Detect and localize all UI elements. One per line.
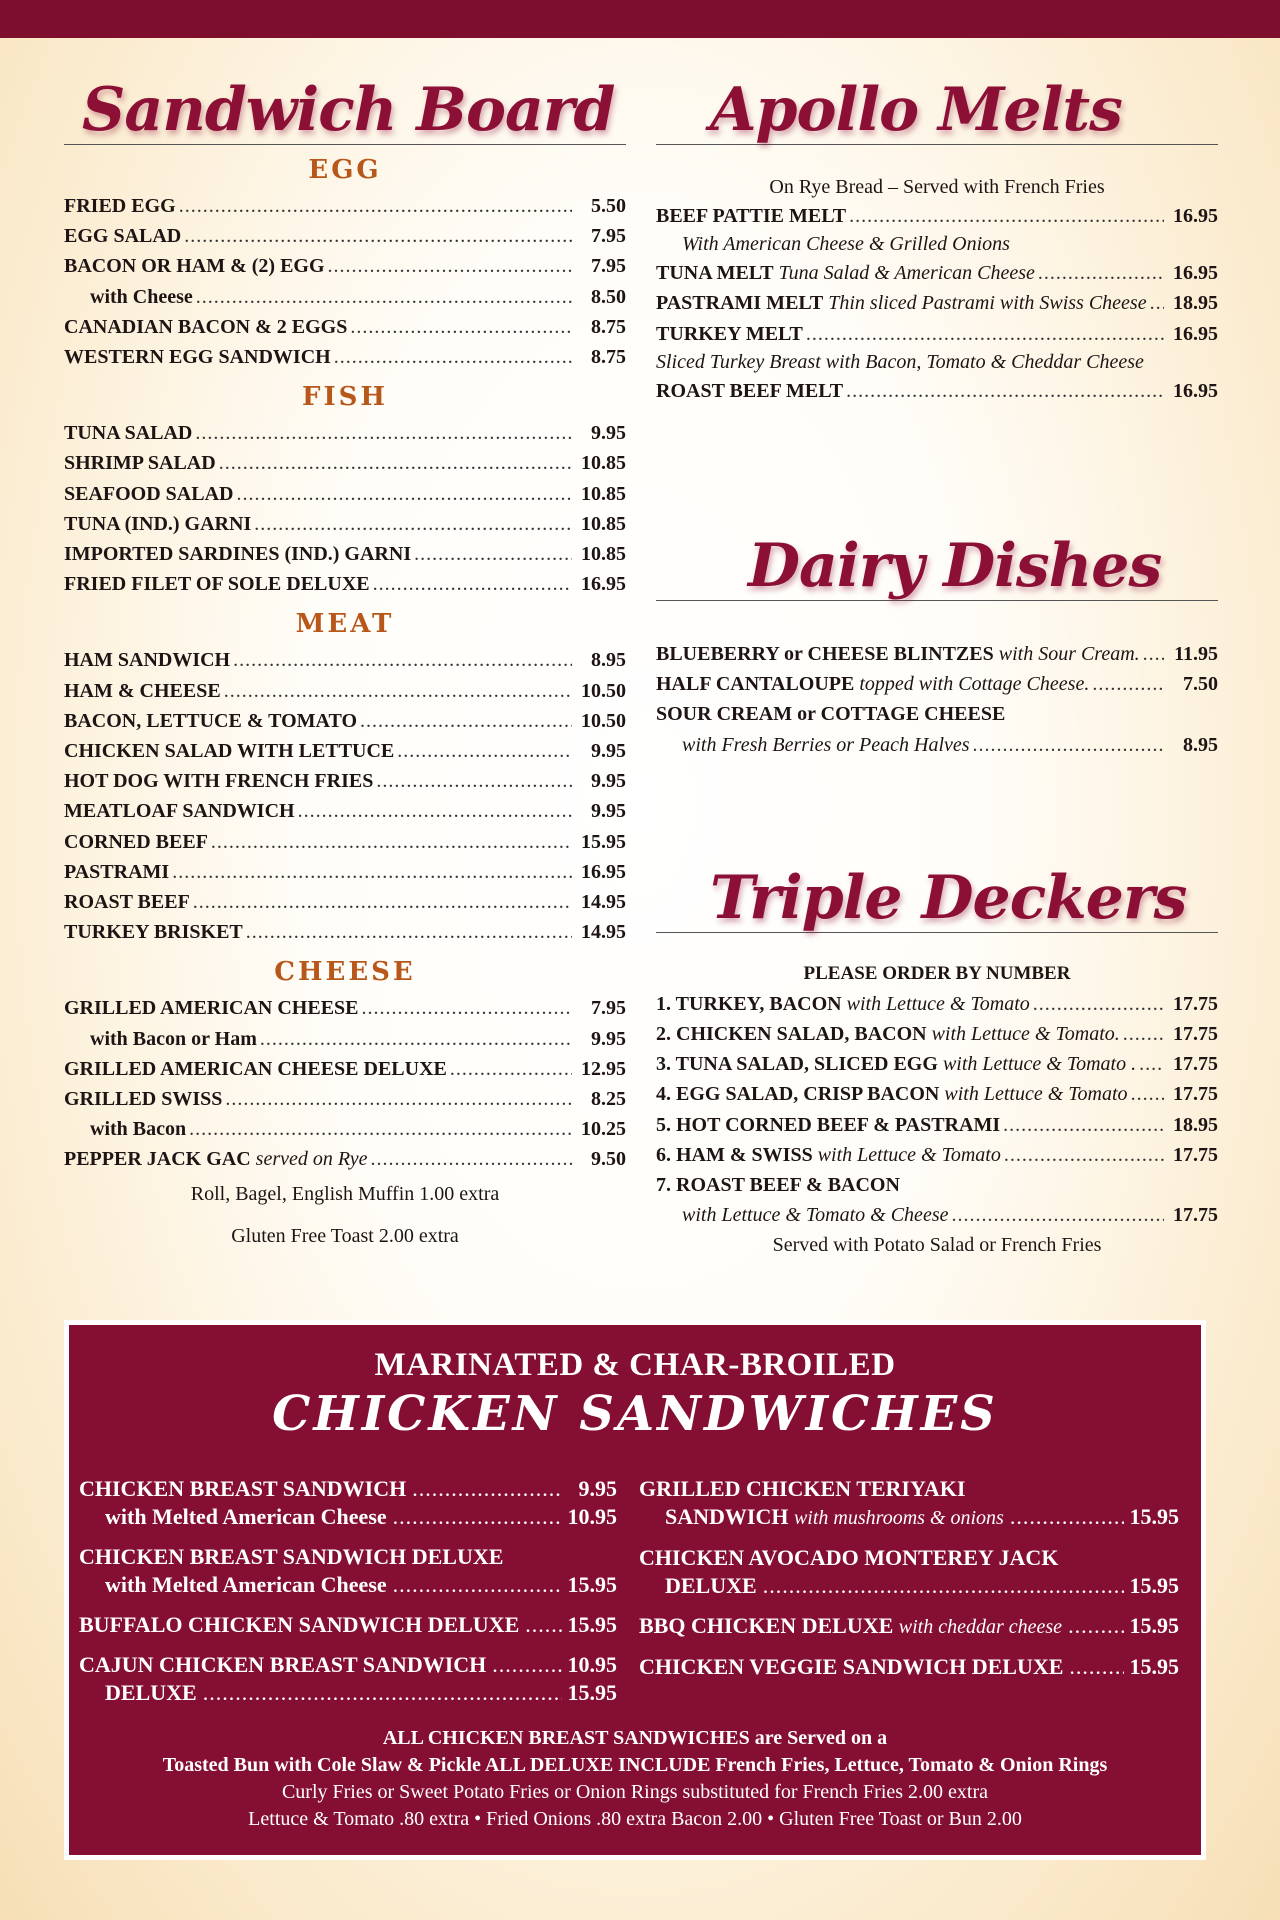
item-price: 7.95 [591,225,626,248]
item-price: 17.75 [1173,1053,1218,1076]
menu-item [656,1049,1218,1079]
item-name: CORNED BEEF [64,830,208,853]
leader-dots [1069,1653,1123,1681]
chicken-item [79,1475,617,1531]
item-name: DELUXE [105,1680,197,1705]
item-name: HAM & CHEESE [64,679,221,702]
cheese-list [64,993,626,1174]
item-description: served on Rye [255,1148,368,1171]
chicken-footer-line4: Lettuce & Tomato .80 extra • Fried Onions .80 extra Bacon 2.00 • Gluten Free Toast or Bun 2.00 [248,1808,1022,1830]
item-price: 8.25 [591,1088,626,1111]
leader-dots [298,796,572,826]
menu-item [64,827,626,857]
chicken-title-line1: MARINATED & CHAR-BROILED [374,1347,896,1383]
item-price: 17.75 [1173,992,1218,1015]
item-line [79,1611,617,1639]
item-price: 15.95 [1129,1504,1179,1529]
item-price: 17.75 [1173,1023,1218,1046]
leader-dots [224,676,572,706]
leader-dots [376,766,572,796]
item-price: 7.95 [591,997,626,1020]
leader-dots [1003,1110,1164,1140]
top-banner-bar [0,0,1280,38]
menu-item [656,1079,1218,1109]
chicken-item [639,1544,1179,1600]
item-price: 17.75 [1173,1204,1218,1227]
leader-dots [525,1611,561,1639]
item-line [79,1475,617,1503]
meat-list [64,645,626,947]
item-name: BACON OR HAM & (2) EGG [64,255,325,278]
item-price: 10.85 [581,452,626,475]
item-name: CHICKEN BREAST SANDWICH [79,1476,407,1501]
item-name: DELUXE [665,1573,757,1598]
leader-dots [393,1503,562,1531]
item-name: SANDWICH [665,1504,789,1529]
item-line [639,1503,1179,1532]
menu-item [656,1200,1218,1230]
item-name: TUNA SALAD [64,422,193,445]
leader-dots [1092,669,1164,699]
leader-dots [179,191,572,221]
leader-dots [360,706,572,736]
item-price: 8.95 [591,649,626,672]
triple-deckers-footer: Served with Potato Salad or French Fries [772,1234,1102,1257]
menu-item [64,539,626,569]
item-name: HAM SANDWICH [64,649,231,672]
item-name: ROAST BEEF [64,891,190,914]
leader-dots [172,857,572,887]
item-name: with Bacon [90,1118,187,1141]
leader-dots [1004,1140,1164,1170]
menu-item [656,201,1218,231]
menu-item [656,1140,1218,1170]
triple-deckers-list [656,989,1218,1170]
menu-item [64,1114,626,1144]
leader-dots [373,569,572,599]
egg-heading: EGG [308,155,382,185]
leader-dots [219,448,572,478]
item-description: with cheddar cheese [898,1616,1063,1638]
item-name: CHICKEN VEGGIE SANDWICH DELUXE [639,1654,1064,1679]
leader-dots [1068,1612,1123,1640]
leader-dots [236,479,572,509]
item-price: 18.95 [1173,292,1218,315]
chicken-footer-line2: Toasted Bun with Cole Slaw & Pickle ALL DELUXE INCLUDE French Fries, Lettuce, Tomato & Onion Rings [162,1754,1108,1776]
menu-item [656,376,1218,406]
item-price: 9.95 [591,770,626,793]
item-name: 2. CHICKEN SALAD, BACON [656,1023,927,1046]
item-description: with Lettuce & Tomato [944,1083,1128,1106]
item-price: 16.95 [1173,262,1218,285]
leader-dots [973,730,1164,760]
item-name: TUNA MELT [656,262,774,285]
item-price: 15.95 [581,830,626,853]
leader-dots [450,1054,572,1084]
item-price: 9.95 [591,740,626,763]
item-name: 3. TUNA SALAD, SLICED EGG [656,1053,938,1076]
leader-dots [233,645,572,675]
item-name: BUFFALO CHICKEN SANDWICH DELUXE [79,1612,520,1637]
chicken-footer-line1: ALL CHICKEN BREAST SANDWICHES are Served on a [382,1727,888,1749]
item-name: MEATLOAF SANDWICH [64,800,295,823]
item-price: 9.95 [591,1027,626,1050]
menu-item [64,766,626,796]
item-price: 10.95 [567,1652,617,1677]
leader-dots [254,509,572,539]
item-name: SEAFOOD SALAD [64,482,234,505]
item-price: 17.75 [1173,1083,1218,1106]
item-price: 10.85 [581,543,626,566]
item-name: TURKEY MELT [656,322,803,345]
item-name: with Cheese [90,285,193,308]
leader-dots [412,1475,563,1503]
item-price: 18.95 [1173,1113,1218,1136]
menu-item [64,479,626,509]
item-price: 8.50 [591,285,626,308]
chicken-item [79,1651,617,1707]
item-description: With American Cheese & Grilled Onions [682,233,1010,256]
chicken-right-column [639,1475,1179,1693]
item-name: with Bacon or Ham [90,1027,257,1050]
item-name: GRILLED AMERICAN CHEESE [64,997,359,1020]
item-name: BLUEBERRY or CHEESE BLINTZES [656,643,994,666]
leader-dots [1033,989,1164,1019]
item-line [639,1653,1179,1681]
item-price: 16.95 [1173,205,1218,227]
item-name: SHRIMP SALAD [64,452,216,475]
item-price: 10.85 [581,512,626,535]
menu-item [64,312,626,342]
menu-item [64,993,626,1023]
menu-item [656,1170,1218,1200]
leader-dots [193,887,572,917]
item-price: 10.50 [581,709,626,732]
leader-dots [414,539,572,569]
chicken-item [79,1543,617,1599]
leader-dots [1038,258,1164,288]
item-description: with Lettuce & Tomato . [942,1053,1137,1076]
item-price: 15.95 [1129,1573,1179,1598]
leader-dots [350,312,572,342]
item-line [79,1503,617,1531]
item-price: 14.95 [581,891,626,914]
sandwich-board-column [64,68,626,1251]
item-name: 6. HAM & SWISS [656,1143,813,1166]
item-name: PEPPER JACK GAC [64,1148,251,1171]
item-price: 9.95 [578,1476,617,1501]
item-name: TUNA (IND.) GARNI [64,512,252,535]
item-line [79,1571,617,1599]
menu-item [64,418,626,448]
apollo-melts-title: Apollo Melts [710,75,1122,145]
chicken-left-column [79,1475,617,1719]
leader-dots [362,993,572,1023]
item-price: 7.95 [591,255,626,278]
item-name: SOUR CREAM or COTTAGE CHEESE [656,703,1006,726]
item-description: with mushrooms & onions [793,1507,1004,1529]
menu-item [656,1110,1218,1140]
leader-dots [1150,288,1164,318]
dairy-dishes-title: Dairy Dishes [748,531,1162,602]
leader-dots [951,1200,1164,1230]
leader-dots [334,342,572,372]
item-name: 5. HOT CORNED BEEF & PASTRAMI [656,1113,1001,1136]
leader-dots [184,221,572,251]
leader-dots [328,251,572,281]
item-name: GRILLED SWISS [64,1088,223,1111]
item-price: 10.25 [581,1118,626,1141]
item-name: 1. TURKEY, BACON [656,992,842,1015]
menu-item [656,319,1218,349]
item-name: EGG SALAD [64,225,182,248]
triple-deckers-heading [656,856,1218,933]
item-price: 15.95 [1129,1654,1179,1679]
item-line [639,1475,1179,1503]
menu-item [656,669,1218,699]
leader-dots [393,1571,562,1599]
item-description: with Lettuce & Tomato [846,992,1030,1015]
item-description: Tuna Salad & American Cheese [778,262,1035,285]
chicken-item [79,1611,617,1639]
item-line [79,1543,617,1571]
item-name: CHICKEN AVOCADO MONTEREY JACK [639,1545,1059,1570]
item-name: CANADIAN BACON & 2 EGGS [64,315,348,338]
spacer [656,607,1218,639]
item-name: TURKEY BRISKET [64,921,243,944]
item-price: 9.95 [591,800,626,823]
item-name: CHICKEN SALAD WITH LETTUCE [64,740,395,763]
menu-item [656,639,1218,669]
item-name: BEEF PATTIE MELT [656,205,847,227]
menu-item [64,342,626,372]
chicken-item [639,1653,1179,1681]
leader-dots [397,736,572,766]
menu-item [64,1024,626,1054]
item-name: GRILLED AMERICAN CHEESE DELUXE [64,1057,447,1080]
item-name: FRIED EGG [64,195,176,217]
item-price: 5.50 [591,195,626,217]
menu-item [64,569,626,599]
menu-item [64,1054,626,1084]
item-name: BBQ CHICKEN DELUXE [639,1613,894,1638]
leader-dots [1139,1049,1164,1079]
menu-item [64,251,626,281]
item-name: 7. ROAST BEEF & BACON [656,1174,900,1197]
item-price: 12.95 [581,1057,626,1080]
menu-item [64,221,626,251]
item-name: PASTRAMI MELT [656,292,824,315]
leader-dots [806,319,1164,349]
item-price: 14.95 [581,921,626,944]
item-name: HALF CANTALOUPE [656,673,855,696]
menu-item [64,706,626,736]
item-price: 9.95 [591,422,626,445]
leader-dots [846,376,1164,406]
item-price: 16.95 [1173,379,1218,402]
spacer [656,760,1218,856]
item-name: CHICKEN BREAST SANDWICH DELUXE [79,1544,504,1569]
item-description: Thin sliced Pastrami with Swiss Cheese [828,292,1147,315]
menu-item [656,288,1218,318]
meat-heading: MEAT [295,609,395,640]
egg-list [64,191,626,372]
item-name: WESTERN EGG SANDWICH [64,346,331,369]
menu-item [64,676,626,706]
leader-dots [1010,1503,1124,1531]
leader-dots [195,418,572,448]
apollo-melts-heading [656,68,1218,145]
item-price: 15.95 [1129,1613,1179,1638]
bread-extra-note: Roll, Bagel, English Muffin 1.00 extra [190,1182,500,1205]
item-price: 10.95 [567,1504,617,1529]
menu-item [64,448,626,478]
menu-item [656,258,1218,288]
menu-item [64,1144,626,1174]
menu-item [64,509,626,539]
sandwich-board-title: Sandwich Board [82,75,615,145]
leader-dots [1131,1079,1164,1109]
menu-item [64,887,626,917]
cheese-heading: CHEESE [274,957,416,988]
menu-item [64,736,626,766]
item-name: PASTRAMI [64,860,170,883]
leader-dots [492,1651,561,1679]
leader-dots [196,282,572,312]
item-name: ROAST BEEF MELT [656,379,844,402]
spacer [656,406,1218,524]
leader-dots [189,1114,572,1144]
sandwich-board-heading [64,68,626,145]
leader-dots [225,1084,572,1114]
leader-dots [1143,639,1164,669]
item-name: IMPORTED SARDINES (IND.) GARNI [64,543,412,566]
gluten-free-note: Gluten Free Toast 2.00 extra [231,1224,459,1247]
item-price: 9.50 [591,1148,626,1171]
menu-item [656,989,1218,1019]
item-price: 15.95 [567,1680,617,1705]
item-line [79,1651,617,1679]
leader-dots [849,201,1164,231]
item-description: with Lettuce & Tomato [817,1143,1001,1166]
item-description: with Sour Cream. [998,643,1140,666]
menu-item [64,645,626,675]
menu-item [64,796,626,826]
item-name: with Melted American Cheese [105,1504,387,1529]
item-price: 8.75 [591,315,626,338]
item-line [639,1544,1179,1572]
fish-heading: FISH [302,382,388,413]
item-price: 15.95 [567,1612,617,1637]
leader-dots [763,1572,1124,1600]
item-price: 10.50 [581,679,626,702]
menu-item [64,1084,626,1114]
item-line [79,1679,617,1707]
menu-item [64,282,626,312]
item-name: FRIED FILET OF SOLE DELUXE [64,573,370,596]
item-price: 11.95 [1174,643,1218,666]
menu-item [656,699,1218,729]
item-price: 15.95 [567,1572,617,1597]
item-description: with Lettuce & Tomato & Cheese [682,1204,949,1227]
chicken-footer-line3: Curly Fries or Sweet Potato Fries or Onion Rings substituted for French Fries 2.00 extra [281,1781,989,1803]
item-description: with Fresh Berries or Peach Halves [682,733,970,756]
chicken-title-line2: CHICKEN SANDWICHES [272,1386,998,1442]
item-description: Sliced Turkey Breast with Bacon, Tomato & Cheddar Cheese [656,350,1144,373]
item-line [639,1612,1179,1641]
item-line [639,1572,1179,1600]
menu-item [656,1019,1218,1049]
item-name: CAJUN CHICKEN BREAST SANDWICH [79,1652,487,1677]
leader-dots [260,1024,572,1054]
item-price: 8.75 [591,346,626,369]
item-name: 4. EGG SALAD, CRISP BACON [656,1083,940,1106]
leader-dots [370,1144,572,1174]
item-description: with Lettuce & Tomato. [931,1023,1120,1046]
item-price: 7.50 [1183,673,1218,696]
chicken-footer [69,1725,1201,1833]
item-description: topped with Cottage Cheese. [859,673,1090,696]
leader-dots [1123,1019,1164,1049]
item-price: 10.85 [581,482,626,505]
item-price: 16.95 [581,860,626,883]
item-price: 17.75 [1173,1143,1218,1166]
apollo-intro: On Rye Bread – Served with French Fries [769,176,1105,198]
dairy-dishes-heading [656,524,1218,601]
chicken-item [639,1475,1179,1532]
item-price: 16.95 [1173,322,1218,345]
item-name: BACON, LETTUCE & TOMATO [64,709,358,732]
menu-item [656,730,1218,760]
right-column [656,68,1218,1260]
chicken-item [639,1612,1179,1641]
item-name: HOT DOG WITH FRENCH FRIES [64,770,374,793]
leader-dots [203,1679,562,1707]
leader-dots [246,917,572,947]
order-by-number-note: PLEASE ORDER BY NUMBER [803,962,1071,984]
menu-item [64,857,626,887]
chicken-sandwiches-box [64,1320,1206,1860]
item-name: GRILLED CHICKEN TERIYAKI [639,1476,966,1501]
item-price: 8.95 [1183,733,1218,756]
leader-dots [211,827,572,857]
triple-deckers-title: Triple Deckers [710,862,1187,933]
item-name: with Melted American Cheese [105,1572,387,1597]
menu-item [64,191,626,221]
fish-list [64,418,626,599]
item-price: 16.95 [581,573,626,596]
menu-item [64,917,626,947]
